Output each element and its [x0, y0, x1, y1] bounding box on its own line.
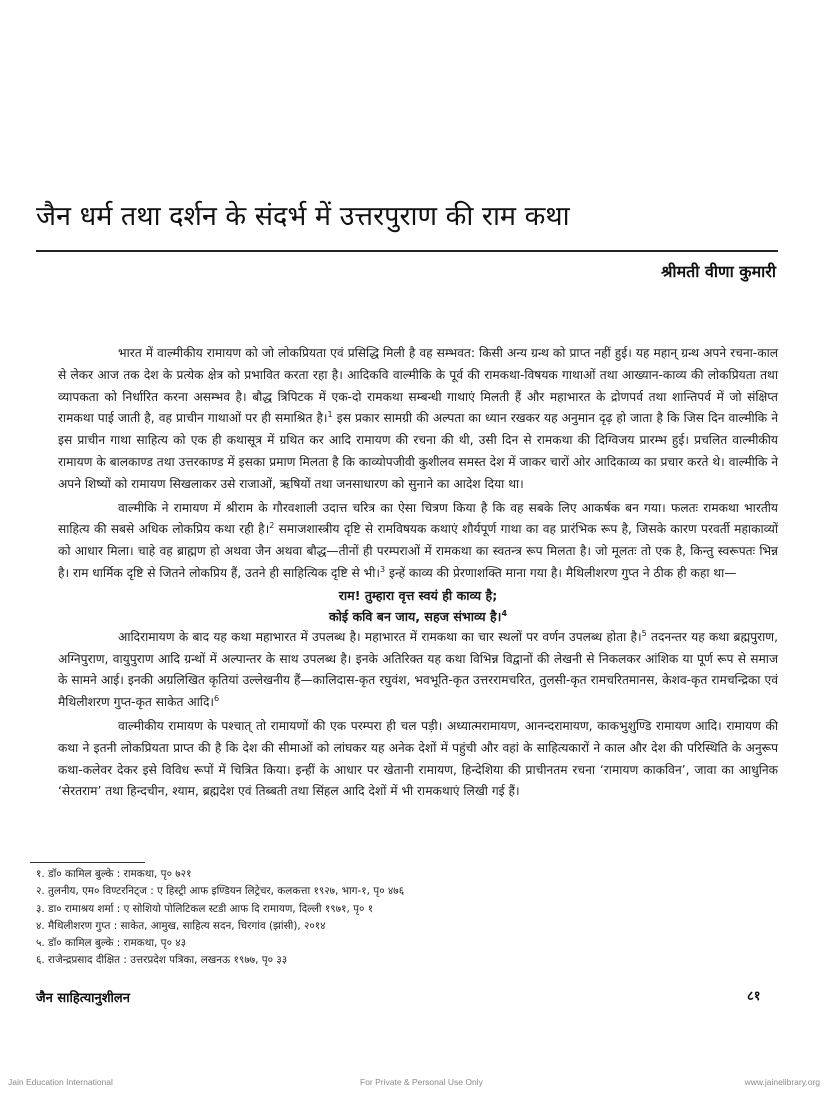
footnote-ref-5: 5 [641, 628, 647, 638]
footnote-ref-6: 6 [214, 694, 220, 704]
credit-website-link[interactable]: www.jainelibrary.org [744, 1077, 820, 1087]
footnote-ref-3: 3 [380, 564, 386, 574]
verse-line-2: कोई कवि बन जाय, सहज संभाव्य है।$^4$ [328, 608, 508, 624]
verse-quote [58, 585, 778, 627]
title-divider [36, 250, 778, 252]
footnote-2: २. तुलनीय, एम० विण्टरनिट्ज : ए हिस्ट्री आफ इण्डियन लिट्रेचर, कलकत्ता १९२७, भाग-१, पृ० ४७६ [36, 885, 405, 898]
credit-publisher: Jain Education International [8, 1077, 113, 1087]
footnote-divider [30, 862, 145, 863]
footnote-1: १. डॉ० कामिल बुल्के : रामकथा, पृ० ७२१ [36, 868, 192, 880]
footnotes [36, 866, 404, 970]
paragraph-2: वाल्मीकि ने रामायण में श्रीराम के गौरवशाली उदात्त चरित्र का ऐसा चित्रण किया है कि वह सबके लिए आकर्षक बन गया। फलतः रामकथा भारतीय साहित्य की सबसे अधिक लोकप्रिय कथा रही है।$^2$ समाजशास्त्रीय दृष्टि से रामविषयक कथाएं शौर्यपूर्ण गाथा का वह प्रारंभिक रूप है, जिसके कारण परवर्ती महाकाव्यों को आधार मिला। चाहे वह ब्राह्मण हो अथवा जैन अथवा बौद्ध—तीनों ही परम्पराओं में रामकथा का स्वतन्त्र रूप मिलता है। जो मूलतः तो एक है, किन्तु स्वरूपतः भिन्न है। राम धार्मिक दृष्टि से जितने लोकप्रिय हैं, उतने ही साहित्यिक दृष्टि से भी।$^3$ इन्हें काव्य की प्रेरणाशक्ति माना गया है। मैथिलीशरण गुप्त ने ठीक ही कहा था— [58, 500, 778, 580]
footnote-3: ३. डा० रामाश्रय शर्मा : ए सोशियो पोलिटिकल स्टडी आफ दि रामायण, दिल्ली १९७१, पृ० १ [36, 902, 374, 915]
paragraph-3: आदिरामायण के बाद यह कथा महाभारत में उपलब्ध है। महाभारत में रामकथा का चार स्थलों पर वर्णन उपलब्ध होता है।$^5$ तदनन्तर यह कथा ब्रह्मपुराण, अग्निपुराण, वायुपुराण आदि ग्रन्थों में अल्पान्तर के साथ उपलब्ध है। इनके अतिरिक्त यह कथा विभिन्न विद्वानों की लेखनी से निकलकर आंशिक या पूर्ण रूप से समाज के सामने आई। इनकी अग्रलिखित कृतियां उल्लेखनीय हैं—कालिदास-कृत रघुवंश, भवभूति-कृत उत्तररामचरित, तुलसी-कृत रामचरितमानस, केशव-कृत रामचन्द्रिका एवं मैथिलीशरण गुप्त-कृत साकेत आदि।$^6$ [58, 628, 778, 710]
footnote-ref-2: 2 [269, 521, 275, 531]
footnote-ref-1: 1 [327, 410, 333, 420]
article-title: जैन धर्म तथा दर्शन के संदर्भ में उत्तरपुराण की राम कथा [36, 201, 570, 232]
paragraph-4: वाल्मीकीय रामायण के पश्चात् तो रामायणों की एक परम्परा ही चल पड़ी। अध्यात्मरामायण, आनन्दरामायण, काकभुशुण्डि रामायण आदि। रामायण की कथा ने इतनी लोकप्रियता प्राप्त की है कि देश की सीमाओं को लांघकर यह अनेक देशों में पहुंची और वहां के साहित्यकारों ने काल और देश की परिस्थिति के अनुरूप कथा-कलेवर देकर इसे विविध रूपों में चित्रित किया। इन्हीं के आधार पर खेतानी रामायण, हिन्देशिया की प्राचीनतम रचना ‘रामायण काकविन’, जावा का आधुनिक ‘सेरतराम’ तथा हिन्दचीन, श्याम, ब्रह्मदेश एवं तिब्बती तथा सिंहल आदि देशों में भी रामकथाएं लिखी गई हैं। [58, 718, 778, 799]
footnote-ref-4: 4 [501, 608, 508, 618]
credit-usage-notice: For Private & Personal Use Only [360, 1077, 483, 1087]
journal-name: जैन साहित्यानुशीलन [36, 991, 130, 1006]
footnote-6: ६. राजेन्द्रप्रसाद दीक्षित : उत्तरप्रदेश पत्रिका, लखनऊ १९७७, पृ० ३३ [36, 954, 288, 967]
footnote-4: ४. मैथिलीशरण गुप्त : साकेत, आमुख, साहित्य सदन, चिरगांव (झांसी), २०१४ [36, 919, 326, 932]
page-number: ८१ [747, 989, 761, 1004]
verse-line-1: राम! तुम्हारा वृत्त स्वयं ही काव्य है; [338, 587, 498, 603]
paragraph-1: भारत में वाल्मीकीय रामायण को जो लोकप्रियता एवं प्रसिद्धि मिली है वह सम्भवत: किसी अन्य ग्रन्थ को प्राप्त नहीं हुई। यह महान् ग्रन्थ अपने रचना-काल से लेकर आज तक देश के प्रत्येक क्षेत्र को प्रभावित करता रहा है। आदिकवि वाल्मीकि के पूर्व की रामकथा-विषयक गाथाओं तथा आख्यान-काव्य की लोकप्रियता तथा व्यापकता को निर्धारित करना असम्भव है। बौद्ध त्रिपिटक में एक-दो रामकथा सम्बन्धी गाथाएं मिलती हैं और महाभारत के द्रोणपर्व तथा शान्तिपर्व में जो संक्षिप्त रामकथा पाई जाती है, वह प्राचीन गाथाओं पर ही समाश्रित है।$^1$ इस प्रकार सामग्री की अल्पता का ध्यान रखकर यह अनुमान दृढ़ हो जाता है कि जिस दिन वाल्मीकि ने इस प्राचीन गाथा साहित्य को एक ही कथासूत्र में ग्रथित कर आदि रामायण की रचना की थी, उसी दिन से रामकथा की दिग्विजय प्रारम्भ हुई। प्रचलित वाल्मीकीय रामायण के बालकाण्ड तथा उत्तरकाण्ड में इसका प्रमाण मिलता है कि काव्योपजीवी कुशीलव समस्त देश में जाकर चारों ओर आदिकाव्य का प्रचार करते थे। वाल्मीकि ने अपने शिष्यों को रामायण सिखलाकर उसे राजाओं, ऋषियों तथा जनसाधारण को सुनाने का आदेश दिया था। [58, 346, 778, 491]
author-name: श्रीमती वीणा कुमारी [661, 262, 776, 281]
footnote-5: ५. डॉ० कामिल बुल्के : रामकथा, पृ० ४३ [36, 937, 187, 950]
article-body [58, 343, 778, 803]
